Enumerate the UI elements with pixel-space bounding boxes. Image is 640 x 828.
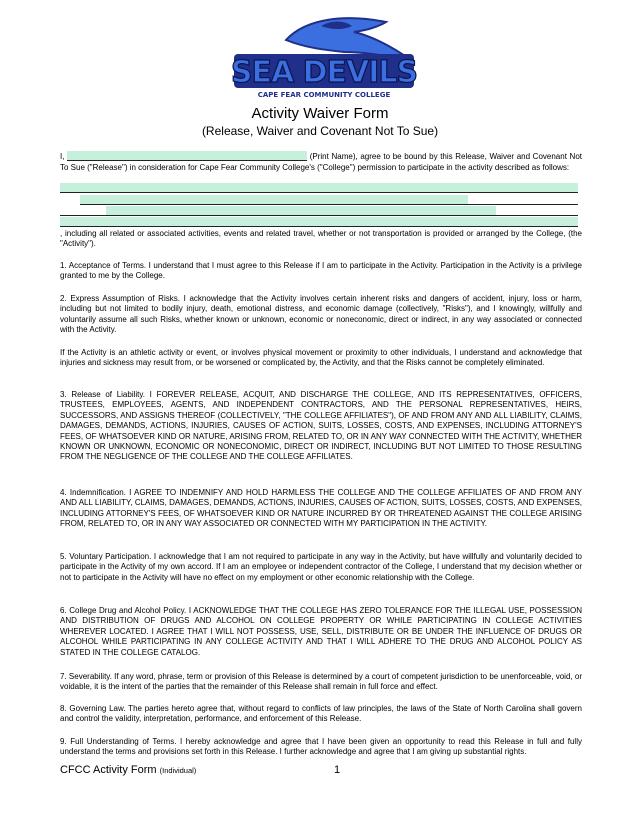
form-title: Activity Waiver Form xyxy=(251,105,389,122)
activity-description-line-4[interactable] xyxy=(60,217,578,227)
paragraph-release-of-liability: 3. Release of Liability. I FOREVER RELEASE, ACQUIT, AND DISCHARGE THE COLLEGE, AND ITS REPRESENTATIVES, OFFICERS, TRUSTEES, EMPLOYEES, AGENTS, AND INDEPENDENT CONTRACTORS, AND THE PERSONAL REPRESENTATIVES, HEIRS, SUCCESSORS, AND ASSIGNS THEREOF (COLLECTIVELY, "THE COLLEGE AFFILIATES"), OF AND FROM ANY AND ALL LIABILITY, CLAIMS, DAMAGES, DEMANDS, ACTIONS, INJURIES, CAUSES OF ACTION, SUITS, LOSSES, COSTS, AND EXPENSES, INCLUDING ATTORNEY'S FEES, OF WHATSOEVER KIND OR NATURE, ARISING FROM, RELATED TO, OR IN ANY WAY CONNECTED WITH THE ACTIVITY, WHETHER KNOWN OR UNKNOWN, ECONOMIC OR NONECONOMIC, DIRECT OR INDIRECT, INCLUDING BUT NOT LIMITED TO THOSE RESULTING FROM THE NEGLIGENCE OF THE COLLEGE AND THE COLLEGE AFFILIATES. xyxy=(60,390,582,462)
logo-sub-text: CAPE FEAR COMMUNITY COLLEGE xyxy=(257,91,391,99)
activity-description-line-2[interactable] xyxy=(80,195,468,205)
activity-description-line-3-rest xyxy=(496,206,578,216)
sea-devils-logo xyxy=(226,12,422,100)
intro-after: , including all related or associated activities, events and related travel, whether or not transportation is provided or arranged by the College, (the "Activity"). xyxy=(60,229,582,249)
intro-rest: (Print Name), agree to be bound by this Release, Waiver and Covenant Not To Sue ("Release") in consideration for Cape Fear Community College's ("College") permission to participate in the activity described as follows: xyxy=(60,152,582,172)
print-name-field[interactable] xyxy=(67,151,307,161)
paragraph-acceptance: 1. Acceptance of Terms. I understand that I must agree to this Release if I am to participate in the Activity. Participation in the Activity is a privilege granted to me by the College. xyxy=(60,261,582,281)
paragraph-athletic-risks: If the Activity is an athletic activity or event, or involves physical movement or proximity to other individuals, I understand and acknowledge that injuries and sickness may result from, or be worsened or complicated by, the Activity, and that the Risks cannot be completely eliminated. xyxy=(60,348,582,368)
footer-label xyxy=(60,764,196,776)
intro-paragraph xyxy=(60,151,582,173)
activity-description-line-2-rest xyxy=(468,195,578,205)
paragraph-drug-alcohol-policy: 6. College Drug and Alcohol Policy. I ACKNOWLEDGE THAT THE COLLEGE HAS ZERO TOLERANCE FOR THE ILLEGAL USE, POSSESSION AND DISTRIBUTION OF DRUGS AND ALCOHOL ON COLLEGE PROPERTY OR WHILE PARTICIPATING IN COLLEGE ACTIVITIES WHEREVER LOCATED. I AGREE THAT I WILL NOT POSSESS, USE, SELL, DISTRIBUTE OR BE UNDER THE INFLUENCE OF DRUGS OR ALCOHOL WHILE PARTICIPATING IN ANY COLLEGE ACTIVITY AND THAT I WILL ADHERE TO THE DRUG AND ALCOHOL POLICY AS STATED IN THE COLLEGE CATALOG. xyxy=(60,606,582,657)
paragraph-full-understanding: 9. Full Understanding of Terms. I hereby acknowledge and agree that I have been given an opportunity to read this Release in full and fully understand the terms and provisions set forth in this Release. I further acknowledge and agree that I am giving up substantial rights. xyxy=(60,737,582,757)
activity-description-line-3-left xyxy=(60,206,106,216)
activity-description-line-1[interactable] xyxy=(60,183,578,193)
page-number: 1 xyxy=(334,764,341,776)
paragraph-assumption-of-risks: 2. Express Assumption of Risks. I acknowledge that the Activity involves certain inherent risks and dangers of accident, injury, loss or harm, including but not limited to bodily injury, death, emotional distress, and economic damage (collectively, "Risks"), and I knowingly, willfully and voluntarily assume all such Risks, whether known or unknown, economic or noneconomic, direct or indirect, in any way associated or connected with the Activity. xyxy=(60,294,582,335)
footer-form-name: CFCC Activity Form xyxy=(60,764,157,776)
footer-note: (Individual) xyxy=(159,766,197,775)
paragraph-governing-law: 8. Governing Law. The parties hereto agree that, without regard to conflicts of law principles, the laws of the State of North Carolina shall govern and control the validity, interpretation, performance, and enforcement of this Release. xyxy=(60,704,582,724)
paragraph-voluntary-participation: 5. Voluntary Participation. I acknowledge that I am not required to participate in any way in the Activity, but have willfully and voluntarily decided to participate in the Activity of my own accord. If I am an employee or independent contractor of the College, I understand that my decision whether or not to participate in the Activity will have no effect on my employment or other economic relationship with the College. xyxy=(60,552,582,582)
form-subtitle: (Release, Waiver and Covenant Not To Sue) xyxy=(201,124,439,138)
logo-main-text: SEA DEVILS xyxy=(230,55,418,90)
paragraph-severability: 7. Severability. If any word, phrase, term or provision of this Release is determined by a court of competent jurisdiction to be unenforceable, void, or voidable, it is the intent of the parties that the remainder of this Release shall remain in full force and effect. xyxy=(60,672,582,692)
intro-prefix: I, xyxy=(60,152,65,161)
activity-description-line-3[interactable] xyxy=(106,206,496,216)
paragraph-indemnification: 4. Indemnification. I AGREE TO INDEMNIFY AND HOLD HARMLESS THE COLLEGE AND THE COLLEGE AFFILIATES OF AND FROM ANY AND ALL LIABILITY, CLAIMS, DAMAGES, DEMANDS, ACTIONS, INJURIES, CAUSES OF ACTION, SUITS, LOSSES, COSTS, AND EXPENSES, INCLUDING ATTORNEY'S FEES, OF WHATSOEVER KIND OR NATURE INCURRED BY OR THREATENED AGAINST THE COLLEGE ARISING FROM, RELATED TO, OR IN ANY WAY ASSOCIATED OR CONNECTED WITH MY PARTICIPATION IN THE ACTIVITY. xyxy=(60,488,582,529)
